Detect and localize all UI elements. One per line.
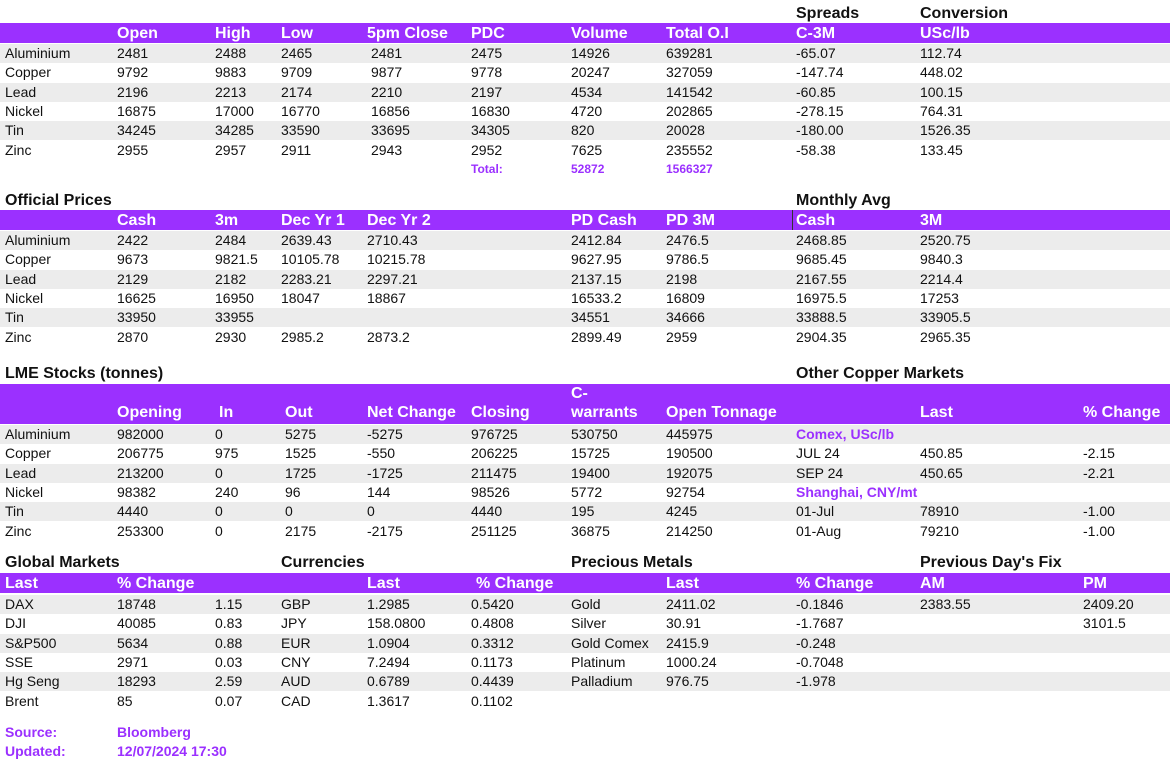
currency-code: EUR: [281, 634, 311, 651]
table-cell: 2899.49: [571, 328, 622, 345]
currency-change: 0.3312: [471, 634, 514, 651]
table-cell: 33955: [215, 309, 254, 326]
currencies-title: Currencies: [281, 554, 365, 571]
spreads-title: Spreads: [796, 5, 860, 22]
precious-last: 30.91: [666, 615, 702, 632]
table-cell: 9840.3: [920, 251, 963, 268]
index-name: DAX: [5, 596, 34, 612]
table-cell: 7625: [571, 141, 603, 158]
precious-last: 2411.02: [666, 596, 716, 612]
table-cell: 34551: [571, 309, 610, 326]
table-cell: 982000: [117, 426, 164, 442]
table-cell: 2520.75: [920, 232, 971, 248]
column-header: Open Tonnage: [666, 404, 777, 421]
currency-last: 7.2494: [367, 653, 410, 670]
table-cell: 1525: [285, 445, 317, 462]
table-cell: 16975.5: [796, 289, 847, 306]
metal-name: Zinc: [5, 522, 32, 539]
currency-change: 0.1173: [471, 653, 513, 670]
percent-change: -2.15: [1083, 445, 1115, 462]
column-header: Volume: [571, 25, 628, 42]
metal-name: Tin: [5, 503, 24, 520]
table-cell: 2283.21: [281, 270, 332, 287]
index-last: 85: [117, 692, 133, 709]
column-header: High: [215, 25, 251, 42]
metal-name: Zinc: [5, 141, 32, 158]
table-cell: 211475: [471, 464, 517, 481]
column-header: C-: [571, 385, 588, 402]
table-cell: 2197: [471, 83, 503, 100]
table-cell: 4534: [571, 83, 603, 100]
table-cell: 192075: [666, 464, 713, 481]
index-change: 0.03: [215, 653, 243, 670]
precious-last: 1000.24: [666, 653, 717, 670]
table-cell: 33950: [117, 309, 156, 326]
currency-last: 1.0904: [367, 634, 410, 651]
metal-name: Lead: [5, 83, 37, 100]
metal-name: Copper: [5, 64, 51, 81]
table-cell: 4245: [666, 503, 698, 520]
column-header: Dec Yr 1: [281, 212, 345, 229]
metal-name: Tin: [5, 309, 24, 326]
table-cell: 214250: [666, 522, 713, 539]
index-change: 1.15: [215, 596, 243, 612]
previous-fix-title: Previous Day's Fix: [920, 554, 1062, 571]
table-cell: -1725: [367, 464, 403, 481]
currency-last: 158.0800: [367, 615, 426, 632]
table-cell: 18867: [367, 289, 406, 306]
column-header: Last: [5, 575, 38, 592]
table-cell: 19400: [571, 464, 610, 481]
table-cell: 9877: [371, 64, 403, 81]
table-cell: 253300: [117, 522, 164, 539]
total-open-interest: 1566327: [666, 162, 713, 176]
metal-name: Aluminium: [5, 45, 71, 61]
table-cell: -5275: [367, 426, 403, 442]
updated-value: 12/07/2024 17:30: [117, 743, 227, 759]
column-header: Cash: [796, 212, 836, 229]
table-cell: 2175: [285, 522, 317, 539]
metal-name: Lead: [5, 270, 37, 287]
column-header: Last: [666, 575, 699, 592]
column-header: PDC: [471, 25, 505, 42]
monthly-divider: [792, 210, 793, 230]
table-cell: 2214.4: [920, 270, 963, 287]
table-cell: -65.07: [796, 45, 836, 61]
table-cell: 202865: [666, 102, 713, 119]
table-cell: 34245: [117, 122, 156, 139]
precious-change: -1.978: [796, 673, 836, 690]
table-cell: 213200: [117, 464, 164, 481]
table-cell: 9786.5: [666, 251, 709, 268]
updated-label: Updated:: [5, 743, 66, 759]
index-last: 2971: [117, 653, 149, 670]
table-cell: 2465: [281, 45, 313, 61]
last-price: 78910: [920, 503, 959, 520]
table-cell: 16856: [371, 102, 410, 119]
table-cell: 240: [215, 483, 239, 500]
table-cell: 2475: [471, 45, 503, 61]
table-cell: -58.38: [796, 141, 836, 158]
index-name: SSE: [5, 653, 34, 670]
table-cell: 2481: [117, 45, 149, 61]
fix-am: 2383.55: [920, 596, 971, 612]
precious-last: 2415.9: [666, 634, 709, 651]
column-header: % Change: [117, 575, 195, 592]
table-cell: 2710.43: [367, 232, 418, 248]
table-cell: 9709: [281, 64, 313, 81]
precious-change: -0.7048: [796, 653, 844, 670]
fix-pm: 3101.5: [1083, 615, 1126, 632]
metal-name: Aluminium: [5, 426, 71, 442]
table-cell: 1725: [285, 464, 317, 481]
table-cell: 2198: [666, 270, 698, 287]
metal-name: Zinc: [5, 328, 32, 345]
table-cell: 33590: [281, 122, 320, 139]
table-cell: 2873.2: [367, 328, 410, 345]
table-cell: 15725: [571, 445, 610, 462]
table-cell: 2870: [117, 328, 149, 345]
table-cell: 0: [367, 503, 375, 520]
precious-name: Gold Comex: [571, 634, 649, 651]
table-cell: 16875: [117, 102, 156, 119]
metal-name: Copper: [5, 445, 51, 462]
table-cell: 2985.2: [281, 328, 324, 345]
table-cell: 820: [571, 122, 595, 139]
table-cell: 2488: [215, 45, 247, 61]
percent-change: -1.00: [1083, 503, 1115, 520]
source-value: Bloomberg: [117, 724, 191, 740]
table-cell: 112.74: [920, 45, 962, 61]
table-cell: 20247: [571, 64, 610, 81]
table-cell: 10105.78: [281, 251, 340, 268]
currency-code: CNY: [281, 653, 311, 670]
column-header: Low: [281, 25, 313, 42]
table-cell: 133.45: [920, 141, 963, 158]
table-cell: 0: [215, 503, 223, 520]
column-header: % Change: [476, 575, 554, 592]
table-cell: 16533.2: [571, 289, 622, 306]
table-cell: 1526.35: [920, 122, 971, 139]
column-header: 5pm Close: [367, 25, 448, 42]
column-header: USc/lb: [920, 25, 970, 42]
column-header: Dec Yr 2: [367, 212, 431, 229]
table-cell: 96: [285, 483, 301, 500]
table-cell: 9883: [215, 64, 247, 81]
table-cell: 2468.85: [796, 232, 847, 248]
market-group-label: Shanghai, CNY/mt: [796, 483, 918, 500]
precious-last: 976.75: [666, 673, 709, 690]
table-cell: 9821.5: [215, 251, 258, 268]
table-cell: 2481: [371, 45, 403, 61]
column-header: Opening: [117, 404, 182, 421]
total-volume: 52872: [571, 162, 605, 176]
table-cell: 235552: [666, 141, 713, 158]
currency-change: 0.4808: [471, 615, 514, 632]
index-change: 0.83: [215, 615, 243, 632]
currency-change: 0.5420: [471, 596, 514, 612]
metal-name: Lead: [5, 464, 37, 481]
currency-code: AUD: [281, 673, 311, 690]
table-cell: 9792: [117, 64, 149, 81]
table-cell: -60.85: [796, 83, 836, 100]
table-cell: 34305: [471, 122, 510, 139]
table-cell: 206775: [117, 445, 164, 462]
precious-metals-title: Precious Metals: [571, 554, 693, 571]
metal-name: Nickel: [5, 289, 44, 306]
column-header: Net Change: [367, 404, 456, 421]
table-cell: 100.15: [920, 83, 963, 100]
table-cell: 2137.15: [571, 270, 622, 287]
table-cell: 2297.21: [367, 270, 418, 287]
table-cell: 33888.5: [796, 309, 847, 326]
percent-change: -1.00: [1083, 522, 1115, 539]
precious-name: Silver: [571, 615, 607, 632]
table-cell: 18047: [281, 289, 320, 306]
metal-name: Nickel: [5, 102, 44, 119]
table-cell: 2422: [117, 232, 149, 248]
table-cell: 34666: [666, 309, 705, 326]
column-header: Closing: [471, 404, 530, 421]
table-cell: 2167.55: [796, 270, 847, 287]
column-header: PM: [1083, 575, 1107, 592]
table-cell: 16830: [471, 102, 510, 119]
table-cell: 2639.43: [281, 232, 332, 248]
column-header: % Change: [796, 575, 874, 592]
column-header: PD 3M: [666, 212, 715, 229]
table-cell: 141542: [666, 83, 713, 100]
table-cell: 17253: [920, 289, 959, 306]
metal-name: Tin: [5, 122, 24, 139]
table-cell: 33905.5: [920, 309, 971, 326]
lme-stocks-title: LME Stocks (tonnes): [5, 365, 164, 382]
table-cell: 16950: [215, 289, 254, 306]
index-name: Hg Seng: [5, 673, 60, 690]
table-cell: 16809: [666, 289, 705, 306]
table-cell: 975: [215, 445, 239, 462]
table-cell: 976725: [471, 426, 518, 442]
column-header: C-3M: [796, 25, 836, 42]
table-cell: -550: [367, 445, 396, 462]
last-price: 450.85: [920, 445, 963, 462]
index-last: 5634: [117, 634, 149, 651]
table-cell: 764.31: [920, 102, 963, 119]
table-cell: 530750: [571, 426, 618, 442]
table-cell: 5275: [285, 426, 317, 442]
table-cell: 639281: [666, 45, 713, 61]
currency-last: 0.6789: [367, 673, 410, 690]
column-header: 3M: [920, 212, 943, 229]
index-change: 0.88: [215, 634, 243, 651]
monthly-avg-title: Monthly Avg: [796, 192, 891, 209]
global-markets-title: Global Markets: [5, 554, 120, 571]
table-cell: 2930: [215, 328, 247, 345]
index-last: 40085: [117, 615, 156, 632]
table-cell: 2476.5: [666, 232, 709, 248]
table-cell: 9673: [117, 251, 149, 268]
table-cell: 0: [215, 426, 223, 442]
column-header: AM: [920, 575, 945, 592]
table-cell: 327059: [666, 64, 713, 81]
table-cell: 9685.45: [796, 251, 847, 268]
table-cell: 2959: [666, 328, 698, 345]
table-cell: 16625: [117, 289, 156, 306]
table-cell: 2196: [117, 83, 149, 100]
currency-code: GBP: [281, 596, 311, 612]
table-cell: -147.74: [796, 64, 844, 81]
table-cell: 448.02: [920, 64, 963, 81]
precious-change: -0.1846: [796, 596, 844, 612]
table-cell: 0: [215, 522, 223, 539]
table-cell: 0: [285, 503, 293, 520]
column-header: PD Cash: [571, 212, 637, 229]
table-cell: -180.00: [796, 122, 844, 139]
currency-change: 0.4439: [471, 673, 514, 690]
column-header: 3m: [215, 212, 239, 229]
percent-change: -2.21: [1083, 464, 1115, 481]
table-cell: 17000: [215, 102, 254, 119]
table-cell: 5772: [571, 483, 603, 500]
column-header: Open: [117, 25, 158, 42]
table-cell: -278.15: [796, 102, 844, 119]
table-cell: 251125: [471, 522, 517, 539]
table-cell: 2213: [215, 83, 247, 100]
index-name: Brent: [5, 692, 39, 709]
total-label: Total:: [471, 162, 503, 176]
index-name: DJI: [5, 615, 26, 632]
table-cell: 195: [571, 503, 595, 520]
table-cell: 36875: [571, 522, 610, 539]
table-cell: 2174: [281, 83, 313, 100]
table-cell: 10215.78: [367, 251, 426, 268]
table-cell: 16770: [281, 102, 320, 119]
table-cell: 33695: [371, 122, 410, 139]
table-cell: 4440: [117, 503, 149, 520]
table-cell: 34285: [215, 122, 254, 139]
currency-last: 1.2985: [367, 596, 410, 612]
table-cell: 2484: [215, 232, 247, 248]
precious-name: Gold: [571, 596, 601, 612]
contract-label: 01-Jul: [796, 503, 835, 520]
table-cell: 2904.35: [796, 328, 847, 345]
table-cell: 2911: [281, 141, 312, 158]
index-change: 2.59: [215, 673, 243, 690]
table-cell: -2175: [367, 522, 403, 539]
table-cell: 4440: [471, 503, 503, 520]
fix-pm: 2409.20: [1083, 596, 1134, 612]
metal-name: Nickel: [5, 483, 44, 500]
column-header: warrants: [571, 404, 638, 421]
index-name: S&P500: [5, 634, 57, 651]
table-cell: 2957: [215, 141, 247, 158]
precious-name: Palladium: [571, 673, 633, 690]
index-last: 18293: [117, 673, 156, 690]
last-price: 450.65: [920, 464, 963, 481]
table-cell: 2412.84: [571, 232, 622, 248]
contract-label: SEP 24: [796, 464, 844, 481]
table-cell: 0: [215, 464, 223, 481]
table-cell: 206225: [471, 445, 518, 462]
currency-change: 0.1102: [471, 692, 513, 709]
source-label: Source:: [5, 724, 58, 740]
precious-name: Platinum: [571, 653, 626, 670]
column-header: Last: [367, 575, 400, 592]
contract-label: JUL 24: [796, 445, 840, 462]
last-price: 79210: [920, 522, 959, 539]
precious-change: -0.248: [796, 634, 836, 651]
table-cell: 2965.35: [920, 328, 971, 345]
conversion-title: Conversion: [920, 5, 1009, 22]
table-cell: 98526: [471, 483, 510, 500]
column-header: Last: [920, 404, 953, 421]
table-cell: 2955: [117, 141, 149, 158]
table-cell: 144: [367, 483, 391, 500]
official-prices-title: Official Prices: [5, 192, 112, 209]
other-copper-title: Other Copper Markets: [796, 365, 965, 382]
column-header: Total O.I: [666, 25, 729, 42]
precious-change: -1.7687: [796, 615, 844, 632]
table-cell: 2210: [371, 83, 403, 100]
market-group-label: Comex, USc/lb: [796, 426, 895, 442]
table-cell: 9627.95: [571, 251, 622, 268]
index-change: 0.07: [215, 692, 243, 709]
column-header: % Change: [1083, 404, 1161, 421]
table-cell: 2952: [471, 141, 503, 158]
table-cell: 9778: [471, 64, 503, 81]
currency-code: JPY: [281, 615, 307, 632]
metal-name: Copper: [5, 251, 51, 268]
table-cell: 92754: [666, 483, 705, 500]
column-header: Cash: [117, 212, 157, 229]
table-cell: 4720: [571, 102, 603, 119]
contract-label: 01-Aug: [796, 522, 842, 539]
column-header: In: [219, 404, 234, 421]
currency-code: CAD: [281, 692, 311, 709]
index-last: 18748: [117, 596, 156, 612]
table-cell: 445975: [666, 426, 713, 442]
table-cell: 2943: [371, 141, 403, 158]
table-cell: 190500: [666, 445, 713, 462]
table-cell: 2182: [215, 270, 247, 287]
table-cell: 98382: [117, 483, 156, 500]
table-cell: 20028: [666, 122, 705, 139]
table-cell: 14926: [571, 45, 610, 61]
currency-last: 1.3617: [367, 692, 410, 709]
table-cell: 2129: [117, 270, 149, 287]
column-header: Out: [285, 404, 313, 421]
metal-name: Aluminium: [5, 232, 71, 248]
